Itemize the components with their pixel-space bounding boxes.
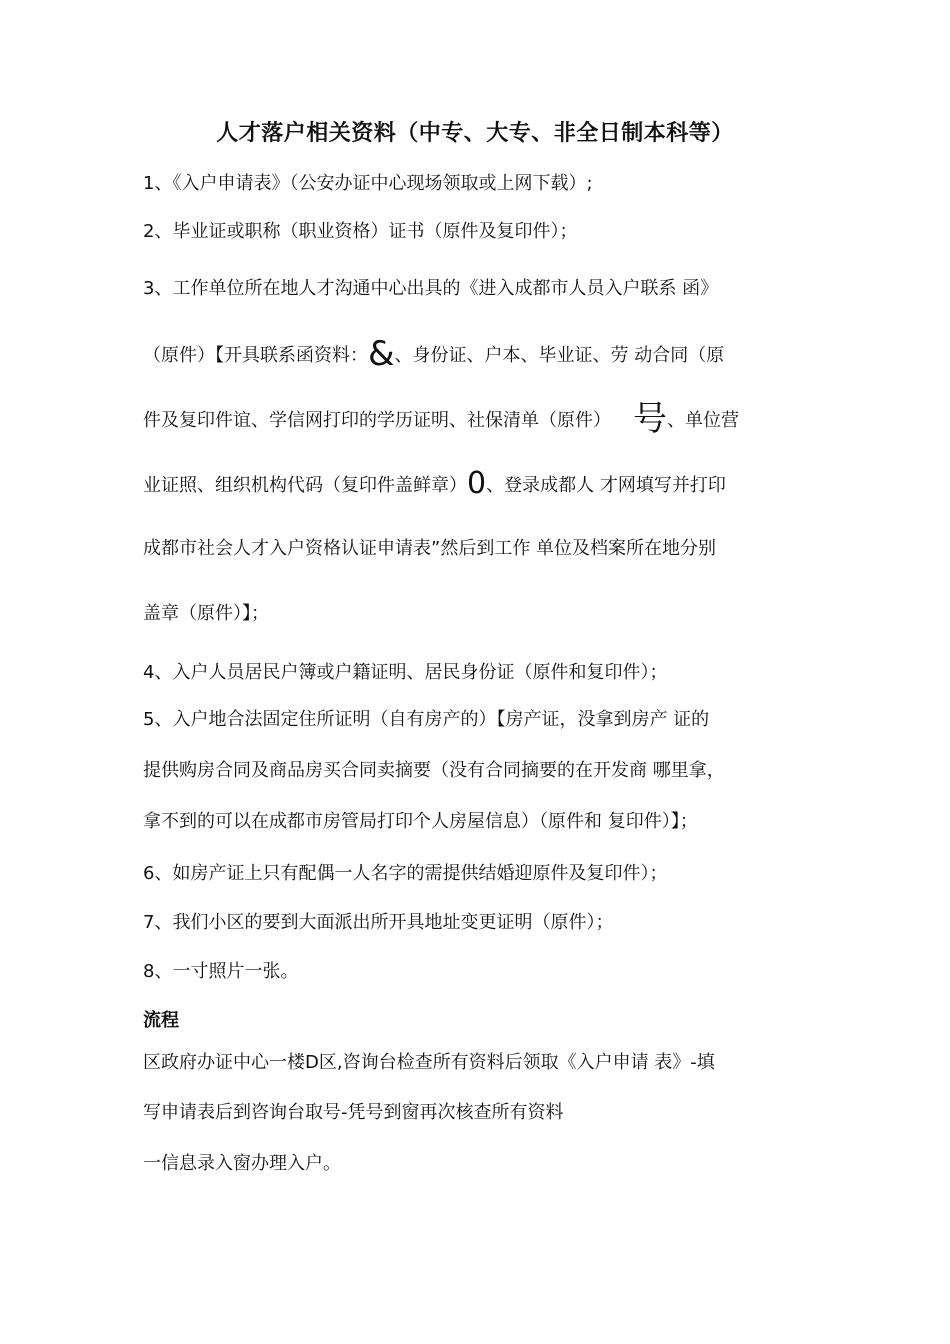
document-title: 人才落户相关资料（中专、大专、非全日制本科等） <box>216 121 734 146</box>
process-line <box>143 1051 715 1075</box>
item-text: 件及复印件谊、学信网打印的学历证明、社保清单（原件） <box>143 410 611 431</box>
item-text: 7、我们小区的要到大面派出所开具地址变更证明（原件）； <box>143 912 614 933</box>
item-text: 3、工作单位所在地人才沟通中心出具的《进入成都市人员入户联系 函》 <box>143 278 719 299</box>
list-item <box>143 466 726 501</box>
item-text: 拿不到的可以在成都市房管局打印个人房屋信息）（原件和 复印件）】； <box>143 811 698 832</box>
item-text: 1、《入户申请表》（公安办证中心现场领取或上网下载）; <box>143 173 593 194</box>
item-text: 提供购房合同及商品房买合同卖摘要（没有合同摘要的在开发商 哪里拿， <box>143 760 725 781</box>
item-text: 业证照、组织机构代码（复印件盖鲜章） <box>143 475 467 496</box>
list-item <box>143 399 739 439</box>
ocr-glyph: 号 <box>633 399 667 439</box>
list-item <box>143 810 698 834</box>
item-text: （原件）【开具联系函资料： <box>143 345 368 366</box>
item-text-rest: 、身份证、户本、毕业证、劳 动合同（原 <box>394 345 725 366</box>
list-item <box>143 334 725 374</box>
list-item <box>143 911 613 935</box>
item-text-rest: 、单位营 <box>667 410 739 431</box>
list-item <box>143 708 709 732</box>
item-text: 成都市社会人才入户资格认证申请表”然后到工作 单位及档案所在地分别 <box>143 538 717 559</box>
list-item <box>143 602 269 626</box>
item-text: 8、一寸照片一张。 <box>143 961 299 982</box>
item-text: 6、如房产证上只有配偶一人名字的需提供结婚迎原件及复印件）； <box>143 863 668 884</box>
list-item <box>143 172 593 196</box>
item-text: 2、毕业证或职称（职业资格）证书（原件及复印件）； <box>143 221 578 242</box>
list-item <box>143 277 718 301</box>
process-line <box>143 1152 341 1176</box>
list-item <box>143 960 298 984</box>
ocr-glyph: & <box>368 334 395 374</box>
item-text: 盖章（原件）】； <box>143 603 269 624</box>
process-line <box>143 1101 564 1125</box>
item-text: 4、入户人员居民户簿或户籍证明、居民身份证（原件和复印件）； <box>143 662 668 683</box>
item-text-rest: 、登录成都人 才网填写并打印 <box>486 475 726 496</box>
process-text: 写申请表后到咨询台取号-凭号到窗再次核查所有资料 <box>143 1102 564 1123</box>
process-text: 一信息录入窗办理入户。 <box>143 1153 341 1174</box>
list-item <box>143 220 577 244</box>
item-text: 5、入户地合法固定住所证明（自有房产的）【房产证，没拿到房产 证的 <box>143 709 710 730</box>
process-text: 区政府办证中心一楼D区,咨询台检查所有资料后领取《入户申请 表》-填 <box>143 1052 715 1073</box>
ocr-glyph: 0 <box>467 466 487 501</box>
list-item <box>143 661 667 685</box>
list-item <box>143 537 716 561</box>
list-item <box>143 759 725 783</box>
list-item <box>143 862 667 886</box>
process-heading: 流程 <box>143 1010 179 1031</box>
